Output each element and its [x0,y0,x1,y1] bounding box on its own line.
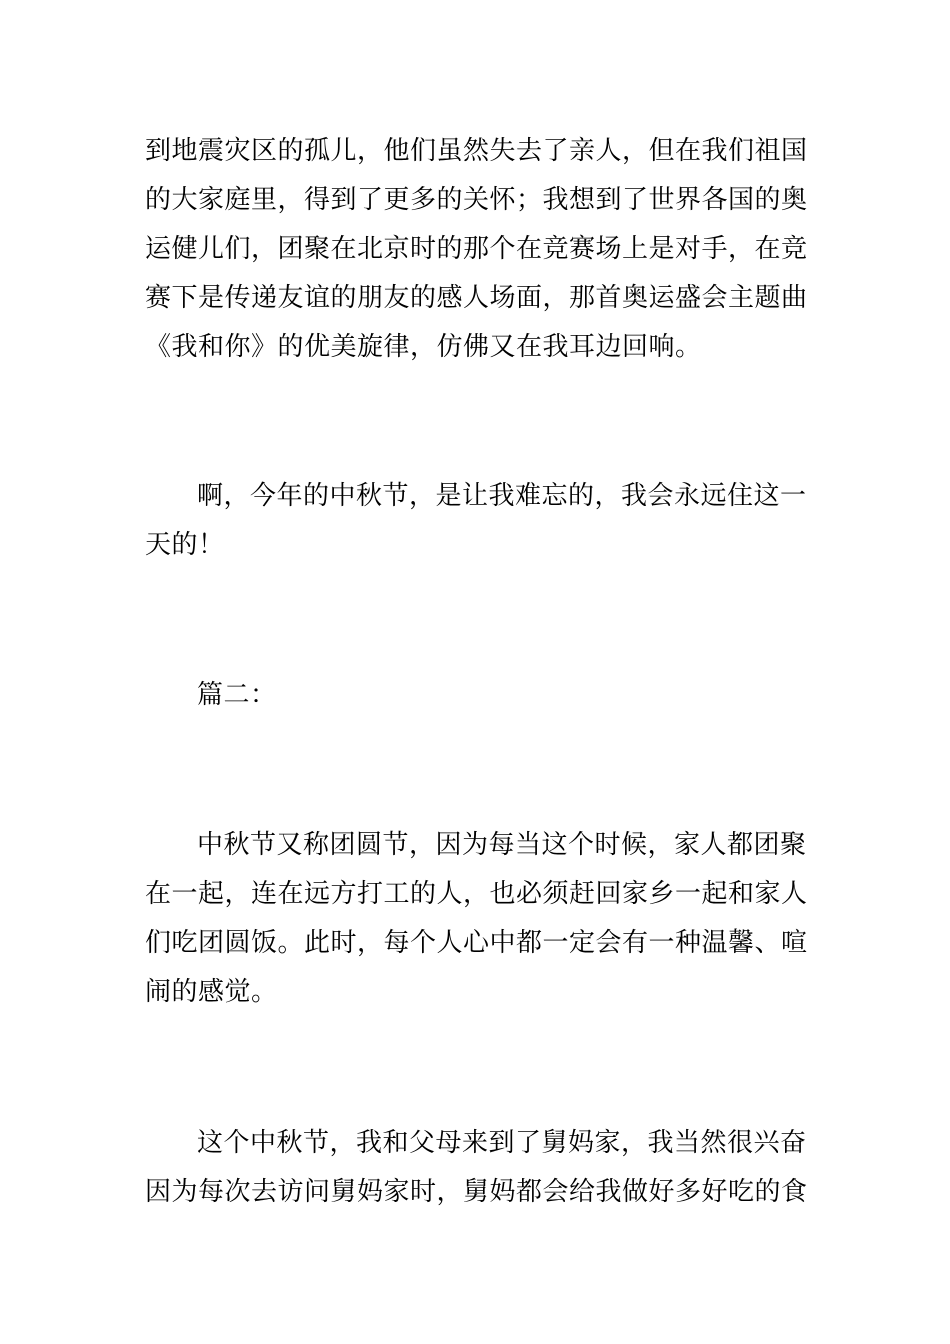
paragraph-1-line-3: 运健儿们，团聚在北京时的那个在竞赛场上是对手，在竞 [145,234,808,264]
paragraph-2-line-1: 啊，今年的中秋节，是让我难忘的，我会永远住这一 [197,481,807,511]
paragraph-3-line-1: 中秋节又称团圆节，因为每当这个时候，家人都团聚 [197,830,807,860]
paragraph-4-line-2: 因为每次去访问舅妈家时，舅妈都会给我做好多好吃的食 [145,1177,808,1207]
paragraph-1-line-1: 到地震灾区的孤儿，他们虽然失去了亲人，但在我们祖国 [145,136,808,166]
paragraph-1-line-4: 赛下是传递友谊的朋友的感人场面，那首奥运盛会主题曲 [145,283,808,313]
paragraph-4-line-1: 这个中秋节，我和父母来到了舅妈家，我当然很兴奋 [197,1128,807,1158]
paragraph-1-line-5: 《我和你》的优美旋律，仿佛又在我耳边回响。 [145,332,702,362]
paragraph-3-line-3: 们吃团圆饭。此时，每个人心中都一定会有一种温馨、喧 [145,928,808,958]
section-heading: 篇二： [197,680,277,710]
paragraph-3-line-4: 闹的感觉。 [145,977,278,1007]
paragraph-3-line-2: 在一起，连在远方打工的人，也必须赶回家乡一起和家人 [145,879,808,909]
paragraph-1-line-2: 的大家庭里，得到了更多的关怀；我想到了世界各国的奥 [145,185,808,215]
paragraph-2-line-2: 天的！ [145,530,225,560]
